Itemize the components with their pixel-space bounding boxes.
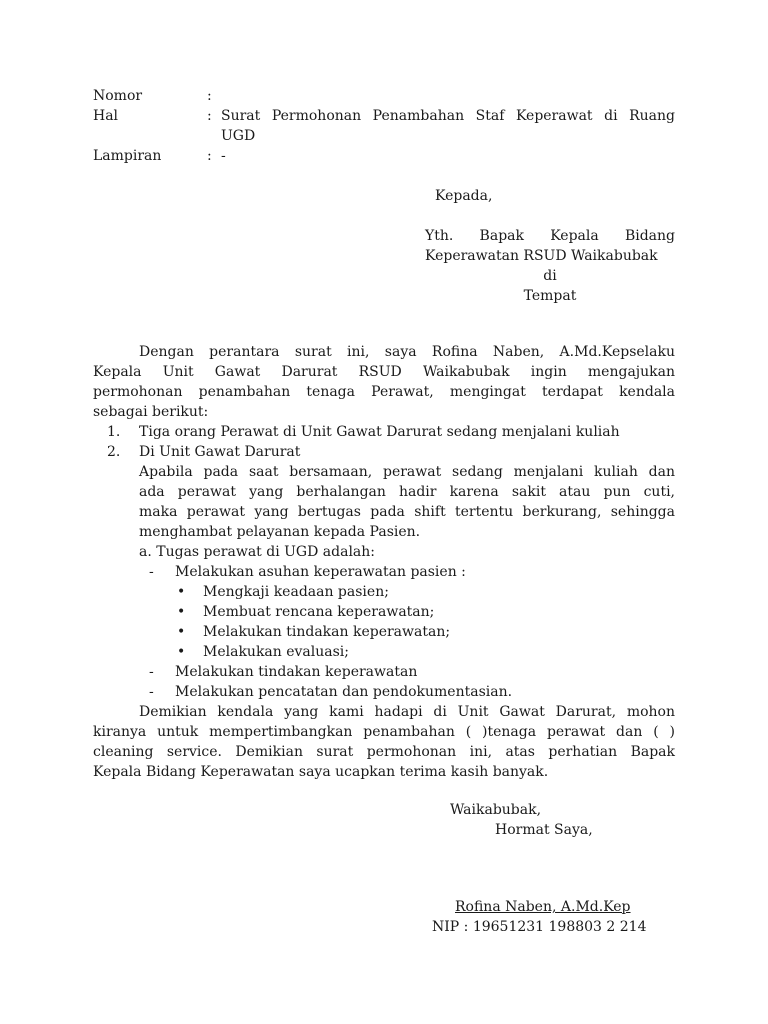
bullet-item <box>93 602 675 622</box>
lampiran-value: - <box>221 148 226 164</box>
signature-name: Rofina Naben, A.Md.Kep <box>455 899 631 915</box>
item2-line: Apabila pada saat bersamaan, perawat sedang menjalani kuliah dan <box>139 464 675 480</box>
bullet-mark: • <box>177 624 186 640</box>
hal-value-line1: Surat Permohonan Penambahan Staf Keperawat di Ruang <box>221 108 675 124</box>
item2-paragraph <box>93 462 675 562</box>
bullet-mark: • <box>177 644 186 660</box>
list-number: 1. <box>107 424 121 440</box>
dash-mark: - <box>149 684 154 700</box>
signature-nip: NIP : 19651231 198803 2 214 <box>432 919 647 935</box>
intro-line: Kepala Unit Gawat Darurat RSUD Waikabubak ingin mengajukan <box>93 364 675 380</box>
item2-line: menghambat pelayanan kepada Pasien. <box>139 524 421 540</box>
list-item <box>93 442 675 462</box>
bullet-item <box>93 622 675 642</box>
intro-line: Dengan perantara surat ini, saya Rofina Naben, A.Md.Kepselaku <box>139 344 675 360</box>
dash-text: Melakukan tindakan keperawatan <box>175 664 418 680</box>
closing-paragraph <box>93 702 675 782</box>
bullet-mark: • <box>177 584 186 600</box>
list-text: Di Unit Gawat Darurat <box>139 444 301 460</box>
list-text: Tiga orang Perawat di Unit Gawat Darurat sedang menjalani kuliah <box>139 424 620 440</box>
dash-item <box>93 682 675 702</box>
bullet-mark: • <box>177 604 186 620</box>
letter-body <box>93 342 675 782</box>
lampiran-colon: : <box>207 148 212 164</box>
recipient-address <box>425 226 675 306</box>
hal-label: Hal <box>93 108 119 124</box>
dash-text: Melakukan asuhan keperawatan pasien : <box>175 564 466 580</box>
item2-line: ada perawat yang berhalangan hadir karena sakit atau pun cuti, <box>139 484 675 500</box>
bullet-text: Mengkaji keadaan pasien; <box>203 584 389 600</box>
closing-line: kiranya untuk mempertimbangkan penambahan ( )tenaga perawat dan ( ) <box>93 724 675 740</box>
nomor-label: Nomor <box>93 88 143 104</box>
dash-item <box>93 662 675 682</box>
dash-mark: - <box>149 564 154 580</box>
tugas-heading: a. Tugas perawat di UGD adalah: <box>139 544 375 560</box>
dash-text: Melakukan pencatatan dan pendokumentasian. <box>175 684 513 700</box>
item2-line: maka perawat yang bertugas pada shift tertentu berkurang, sehingga <box>139 504 675 520</box>
bullet-text: Melakukan evaluasi; <box>203 644 350 660</box>
dash-mark: - <box>149 664 154 680</box>
closing-line: Demikian kendala yang kami hadapi di Unit Gawat Darurat, mohon <box>139 704 675 720</box>
lampiran-row <box>93 146 675 166</box>
intro-line: sebagai berikut: <box>93 404 209 420</box>
lampiran-label: Lampiran <box>93 148 162 164</box>
nomor-colon: : <box>207 88 212 104</box>
bullet-item <box>93 582 675 602</box>
dash-item <box>93 562 675 582</box>
kepada-label: Kepada, <box>435 188 493 204</box>
bullet-text: Melakukan tindakan keperawatan; <box>203 624 451 640</box>
letter-header <box>93 86 675 166</box>
closing-line: Kepala Bidang Keperawatan saya ucapkan terima kasih banyak. <box>93 764 549 780</box>
bullet-text: Membuat rencana keperawatan; <box>203 604 435 620</box>
intro-paragraph <box>93 342 675 422</box>
hal-colon: : <box>207 108 212 124</box>
signature-city: Waikabubak, <box>450 802 542 818</box>
recipient-line4: Tempat <box>523 288 577 304</box>
list-number: 2. <box>107 444 121 460</box>
recipient-line1: Yth. Bapak Kepala Bidang <box>425 228 675 244</box>
closing-line: cleaning service. Demikian surat permohonan ini, atas perhatian Bapak <box>93 744 675 760</box>
hal-value-line2: UGD <box>221 128 256 144</box>
nomor-row <box>93 86 675 106</box>
hal-row <box>93 106 675 126</box>
recipient-line3: di <box>543 268 557 284</box>
signature-greeting: Hormat Saya, <box>495 822 593 838</box>
intro-line: permohonan penambahan tenaga Perawat, mengingat terdapat kendala <box>93 384 675 400</box>
recipient-line2: Keperawatan RSUD Waikabubak <box>425 248 658 264</box>
list-item <box>93 422 675 442</box>
bullet-item <box>93 642 675 662</box>
